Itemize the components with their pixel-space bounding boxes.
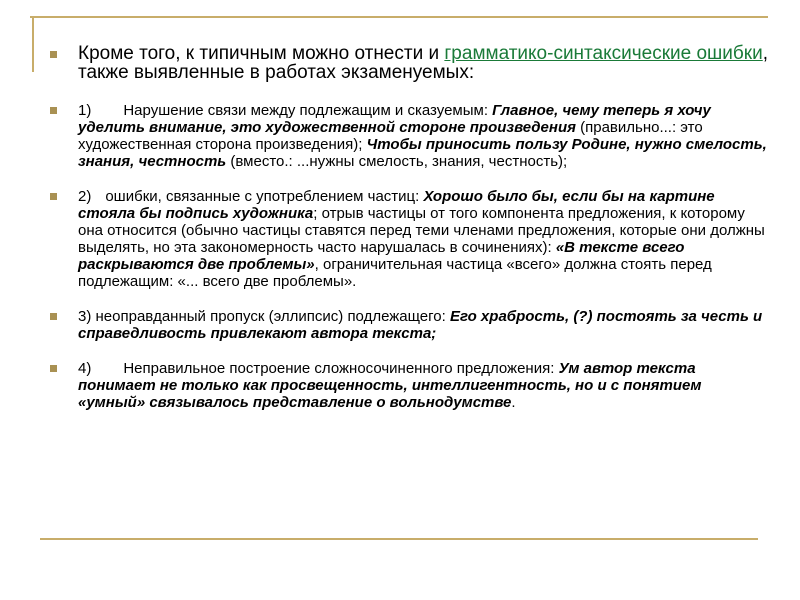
bullet-square-icon <box>50 313 57 320</box>
item-text: ; отрыв частицы от того компонента предложения, к которому она относится (обычно частицы ставятся перед теми членами предложения, которые они должны выделять, но эта закономерность часто нарушалась в сочинениях): <box>78 205 765 256</box>
list-item-4 <box>48 360 768 411</box>
bullet-square-icon <box>50 107 57 114</box>
example-text: «В тексте всего раскрываются две проблемы» <box>78 239 685 273</box>
item-text: Неправильное построение сложносочиненного предложения: <box>123 360 559 377</box>
bullet-square-icon <box>50 193 57 200</box>
slide-content <box>48 44 768 429</box>
item-text: (вместо.: ...нужны смелость, знания, честность); <box>226 153 568 170</box>
intro-text-end: , также выявленные в работах экзаменуемых: <box>78 43 768 83</box>
item-number: 1) <box>78 102 92 119</box>
item-number: 2) <box>78 188 92 205</box>
bullet-square-icon <box>50 365 57 372</box>
list-item-3 <box>48 308 768 342</box>
frame-bottom-line <box>40 538 758 540</box>
item-text: . <box>511 394 516 411</box>
item-text: , ограничительная частица «всего» должна стоять перед подлежащим: «... всего две проблемы». <box>78 256 712 290</box>
list-item-2 <box>48 188 768 290</box>
list-item-1 <box>48 102 768 170</box>
item-text: Нарушение связи между подлежащим и сказуемым: <box>123 102 493 119</box>
grammar-errors-link[interactable]: грамматико-синтаксические ошибки <box>444 43 763 64</box>
frame-left-line <box>32 16 34 72</box>
example-text: Хорошо было бы, если бы на картине стояла бы подпись художника <box>78 188 715 222</box>
example-text: Чтобы приносить пользу Родине, нужно смелость, знания, честность <box>78 136 767 170</box>
item-text: ошибки, связанные с употреблением частиц: <box>105 188 424 205</box>
example-text: Главное, чему теперь я хочу уделить внимание, это художественной стороне произведения <box>78 102 711 136</box>
item-text: (правильно...: это художественная сторона произведения); <box>78 119 703 153</box>
example-text: Его храбрость, (?) постоять за честь и справедливость привлекают автора текста; <box>78 308 763 342</box>
frame-top-line <box>30 16 768 18</box>
item-number: 3) <box>78 308 92 325</box>
item-number: 4) <box>78 360 92 377</box>
bullet-square-icon <box>50 51 57 58</box>
example-text: Ум автор текста понимает не только как просвещенность, интеллигентность, но и с понятием «умный» связывалось представление о вольнодумстве <box>78 360 702 411</box>
list-item-intro <box>48 44 768 82</box>
intro-text-start: Кроме того, к типичным можно отнести и <box>78 43 445 64</box>
item-text: неоправданный пропуск (эллипсис) подлежащего: <box>95 308 450 325</box>
